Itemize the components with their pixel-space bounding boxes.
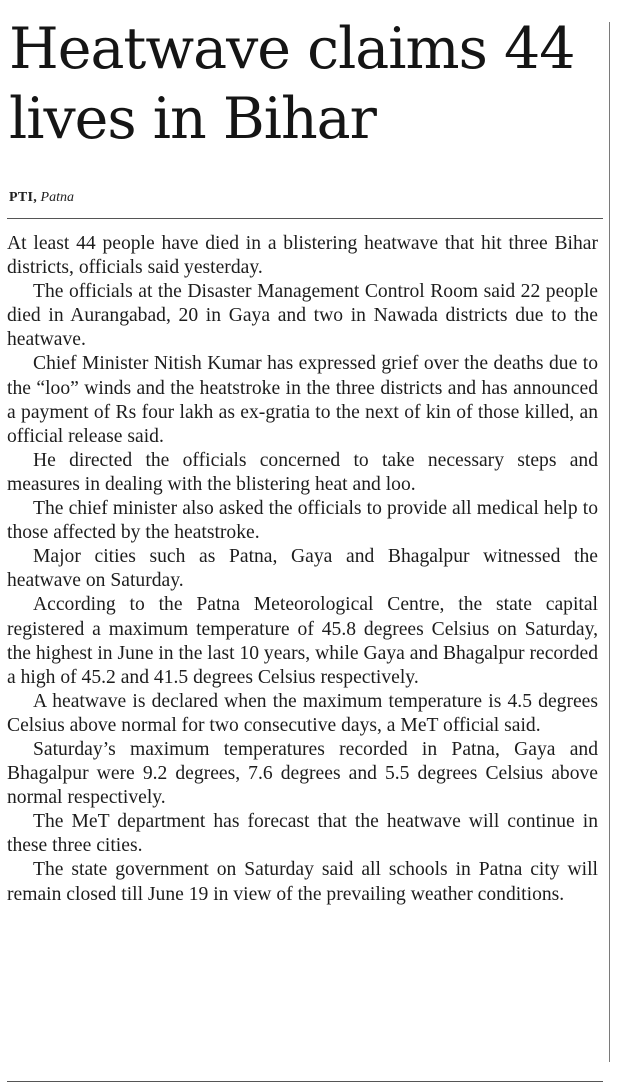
article-paragraph: The chief minister also asked the officials to provide all medical help to those affected by the heatstroke. (7, 498, 598, 544)
article-paragraph: According to the Patna Meteorological Centre, the state capital registered a maximum temperature of 45.8 degrees Celsius on Saturday, the highest in June in the last 10 years, while Gaya and Bhagalpur recorded a high of 45.2 and 41.5 degrees Celsius respectively. (7, 594, 598, 688)
article-paragraph: Major cities such as Patna, Gaya and Bhagalpur witnessed the heatwave on Saturday. (7, 546, 598, 592)
divider-top (7, 218, 603, 219)
article-paragraph: He directed the officials concerned to take necessary steps and measures in dealing with the blistering heat and loo. (7, 449, 598, 495)
article-paragraph: A heatwave is declared when the maximum temperature is 4.5 degrees Celsius above normal for two consecutive days, a MeT official said. (7, 690, 598, 736)
article-paragraph: The MeT department has forecast that the heatwave will continue in these three cities. (7, 811, 598, 857)
article-paragraph: Chief Minister Nitish Kumar has expressed grief over the deaths due to the “loo” winds and the heatstroke in the three districts and has announced a payment of Rs four lakh as ex-gratia to the next of kin of those killed, an official release said. (7, 353, 598, 447)
column-rule (609, 22, 610, 1062)
headline: Heatwave claims 44 lives in Bihar (9, 16, 575, 152)
article-paragraph: At least 44 people have died in a blistering heatwave that hit three Bihar districts, officials said yesterday. (7, 233, 598, 279)
byline-agency: PTI, (9, 190, 38, 205)
article-body (7, 232, 598, 907)
article-paragraph: The officials at the Disaster Management Control Room said 22 people died in Aurangabad, 20 in Gaya and two in Nawada districts due to the heatwave. (7, 281, 598, 351)
divider-bottom (7, 1081, 603, 1082)
article-paragraph: The state government on Saturday said all schools in Patna city will remain closed till June 19 in view of the prevailing weather conditions. (7, 859, 598, 905)
byline-place: Patna (40, 190, 74, 205)
byline (9, 189, 74, 207)
article-paragraph: Saturday’s maximum temperatures recorded in Patna, Gaya and Bhagalpur were 9.2 degrees, 7.6 degrees and 5.5 degrees Celsius above normal respectively. (7, 738, 598, 809)
